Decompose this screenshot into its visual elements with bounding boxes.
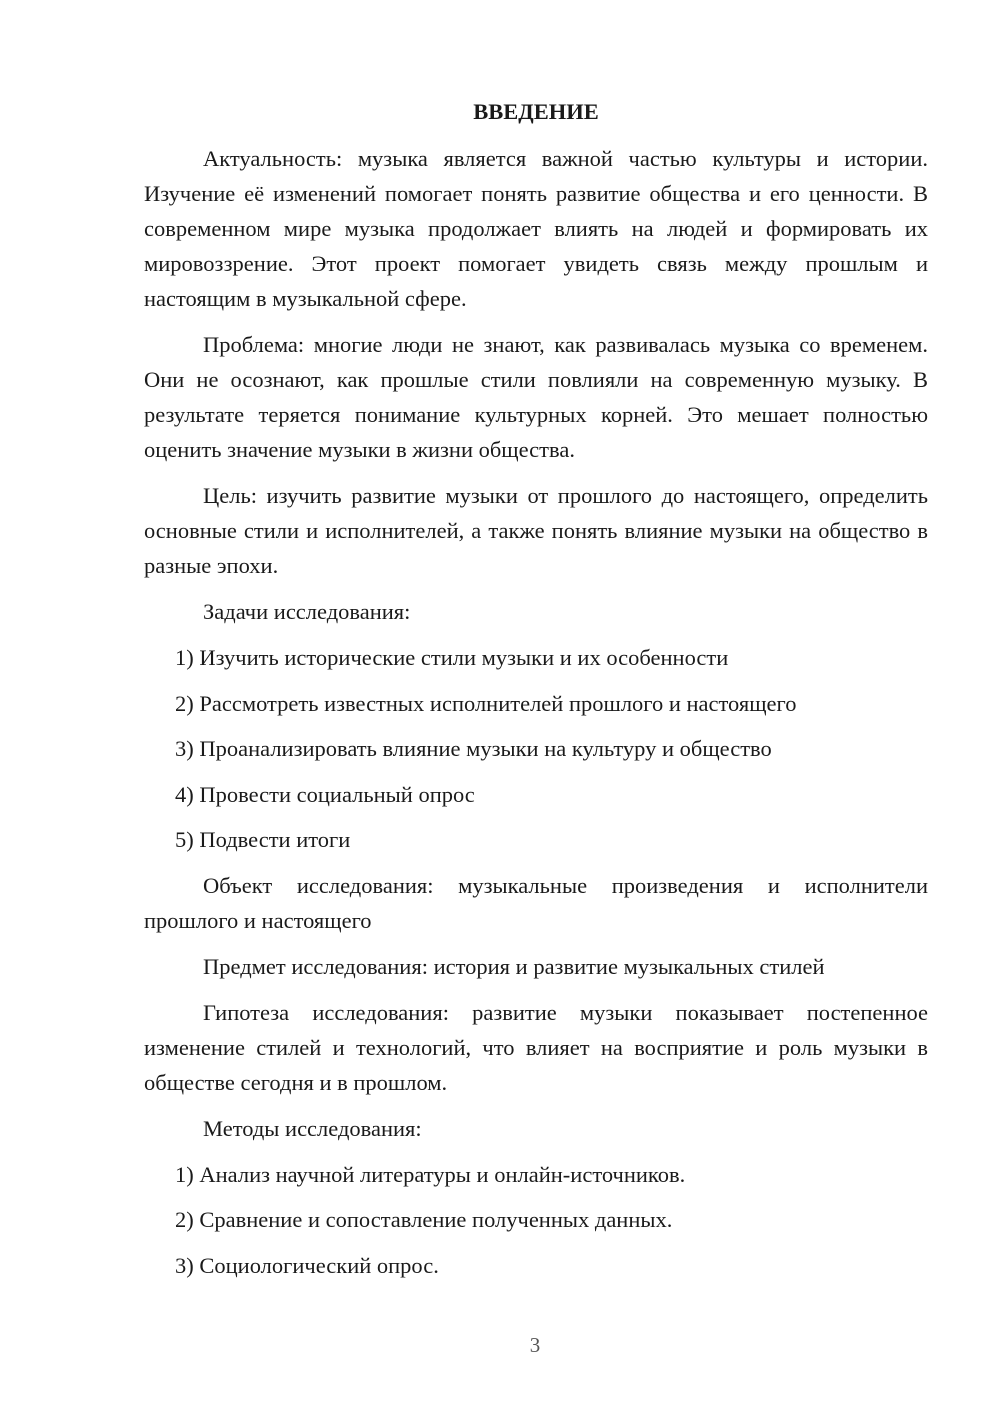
task-item-2: 2) Рассмотреть известных исполнителей прошлого и настоящего [175, 690, 797, 716]
relevance-paragraph: Актуальность: музыка является важной частью культуры и истории. Изучение её изменений помогает понять развитие общества и его ценности. В современном мире музыка продолжает влиять на людей и формировать их мировоззрение. Этот проект помогает увидеть связь между прошлым и настоящим в музыкальной сфере. [144, 146, 928, 311]
methods-heading: Методы исследования: [203, 1115, 422, 1141]
methods-list [144, 1157, 928, 1283]
goal-paragraph: Цель: изучить развитие музыки от прошлого до настоящего, определить основные стили и исполнителей, а также понять влияние музыки на общество в разные эпохи. [144, 483, 928, 578]
page-title: ВВЕДЕНИЕ [473, 99, 599, 124]
tasks-heading: Задачи исследования: [203, 599, 411, 624]
task-item-4: 4) Провести социальный опрос [175, 781, 475, 807]
object-paragraph: Объект исследования: музыкальные произведения и исполнители прошлого и настоящего [144, 872, 928, 933]
problem-paragraph: Проблема: многие люди не знают, как развивалась музыка со временем. Они не осознают, как прошлые стили повлияли на современную музыку. В результате теряется понимание культурных корней. Это мешает полностью оценить значение музыки в жизни общества. [144, 332, 928, 462]
hypothesis-paragraph: Гипотеза исследования: развитие музыки показывает постепенное изменение стилей и технологий, что влияет на восприятие и роль музыки в обществе сегодня и в прошлом. [144, 999, 928, 1095]
tasks-list [144, 640, 928, 857]
task-item-3: 3) Проанализировать влияние музыки на культуру и общество [175, 736, 772, 761]
subject-paragraph: Предмет исследования: история и развитие музыкальных стилей [203, 953, 825, 979]
method-item-2: 2) Сравнение и сопоставление полученных данных. [175, 1207, 673, 1232]
method-item-3: 3) Социологический опрос. [175, 1252, 439, 1278]
task-item-1: 1) Изучить исторические стили музыки и их особенности [175, 645, 729, 670]
task-item-5: 5) Подвести итоги [175, 827, 351, 852]
page-number: 3 [529, 1333, 541, 1357]
page-content [144, 94, 928, 1293]
method-item-1: 1) Анализ научной литературы и онлайн-источников. [175, 1161, 686, 1187]
